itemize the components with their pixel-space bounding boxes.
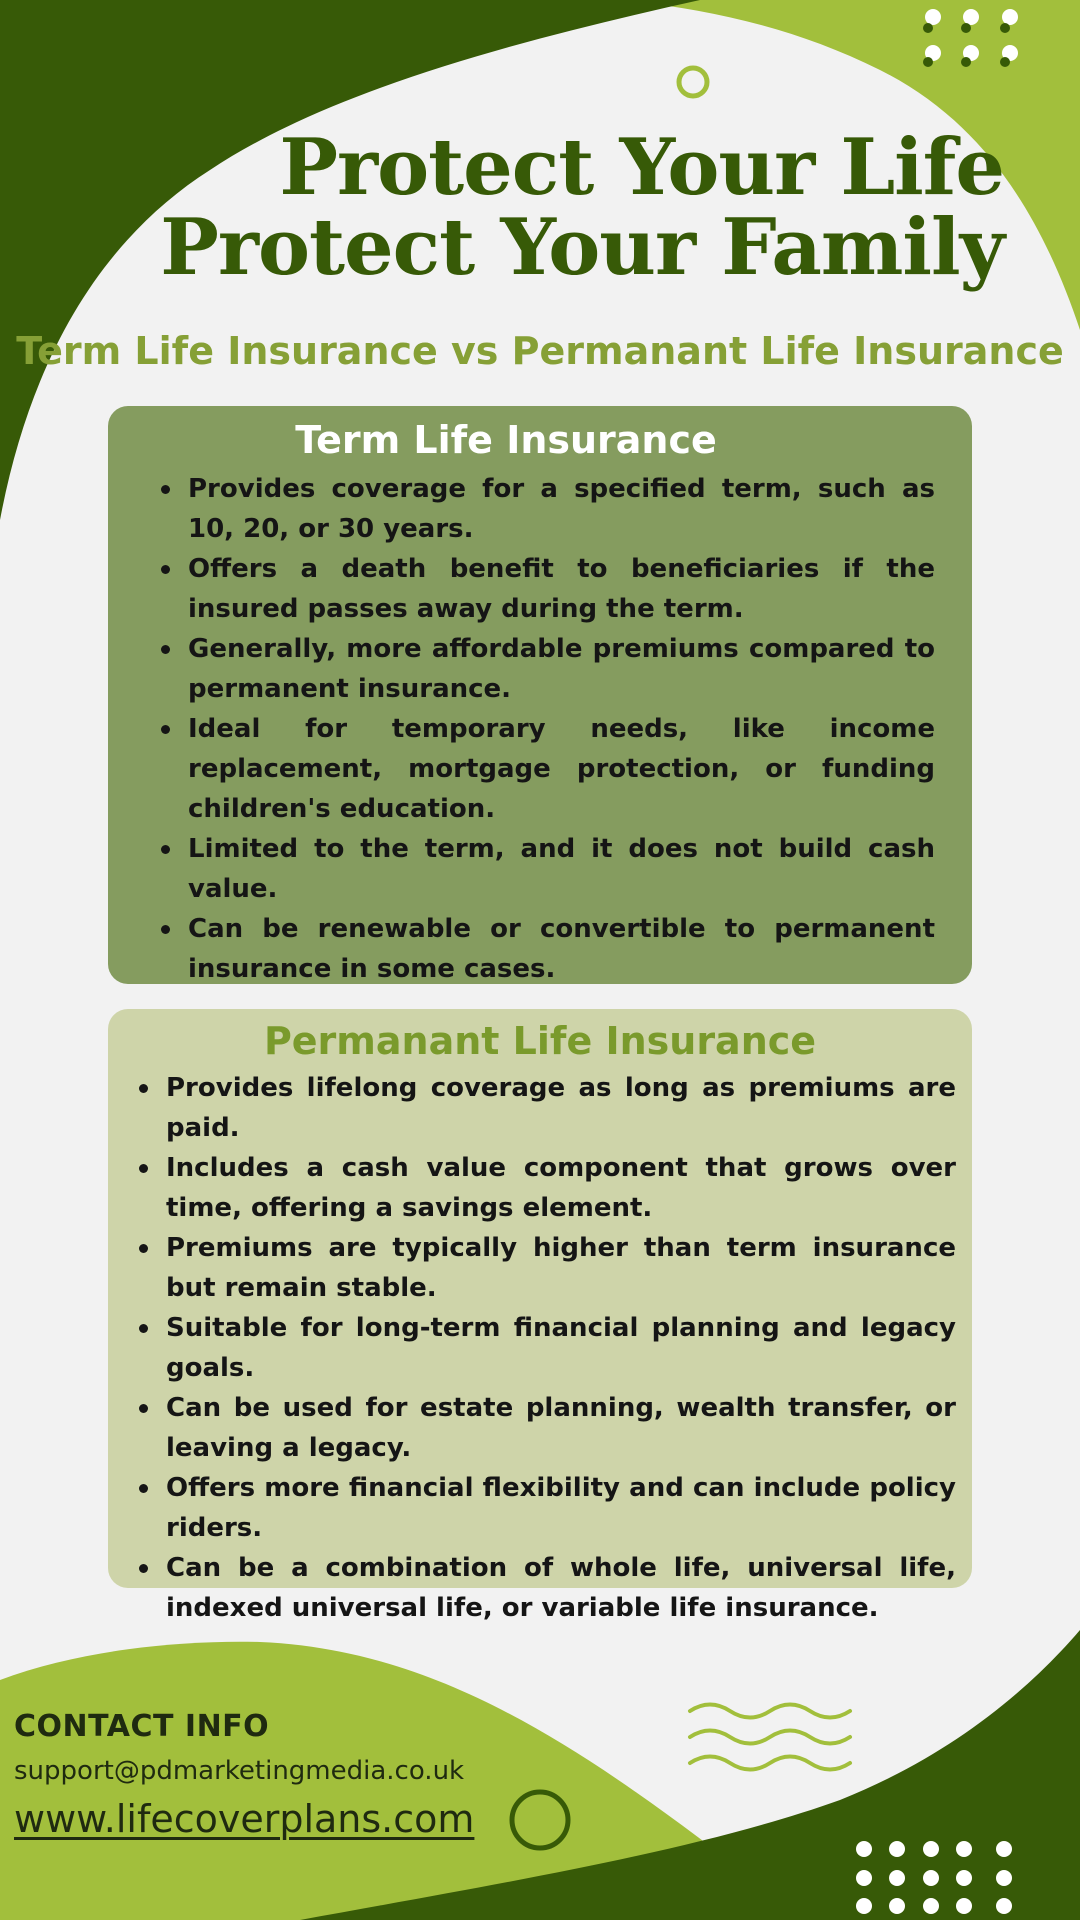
list-item: Includes a cash value component that grows over time, offering a savings element. [166,1148,956,1228]
list-item: Limited to the term, and it does not build cash value. [188,829,935,909]
contact-info [14,1708,474,1844]
list-item: Provides lifelong coverage as long as premiums are paid. [166,1068,956,1148]
contact-email-link[interactable]: support@pdmarketingmedia.co.uk [14,1756,465,1786]
term-card-heading: Term Life Insurance [295,418,717,462]
permanent-card-heading: Permanant Life Insurance [263,1019,817,1063]
list-item: Offers a death benefit to beneficiaries if the insured passes away during the term. [188,549,935,629]
website-link[interactable]: www.lifecoverplans.com [14,1797,475,1841]
page-subtitle: Term Life Insurance vs Permanant Life Insurance [16,329,1064,373]
wave-lines-icon [690,1705,850,1770]
list-item: Can be used for estate planning, wealth transfer, or leaving a legacy. [166,1388,956,1468]
title-line-2: Protect Your Family [160,202,1004,293]
title-line-1: Protect Your Life [279,122,1004,213]
list-item: Can be renewable or convertible to permanent insurance in some cases. [188,909,935,989]
list-item: Provides coverage for a specified term, such as 10, 20, or 30 years. [188,469,935,549]
term-life-card [108,406,972,984]
permanent-life-card [108,1009,972,1623]
page-title [160,122,1004,293]
contact-heading: CONTACT INFO [14,1709,270,1744]
list-item: Offers more financial flexibility and can include policy riders. [166,1468,956,1548]
list-item: Ideal for temporary needs, like income replacement, mortgage protection, or funding children's education. [188,709,935,829]
small-ring-icon [679,68,707,96]
term-benefits-list [108,464,972,989]
list-item: Suitable for long-term financial planning and legacy goals. [166,1308,956,1388]
list-item: Premiums are typically higher than term insurance but remain stable. [166,1228,956,1308]
list-item: Can be a combination of whole life, universal life, indexed universal life, or variable life insurance. [166,1548,956,1628]
list-item: Generally, more affordable premiums compared to permanent insurance. [188,629,935,709]
permanent-benefits-list [108,1065,972,1628]
